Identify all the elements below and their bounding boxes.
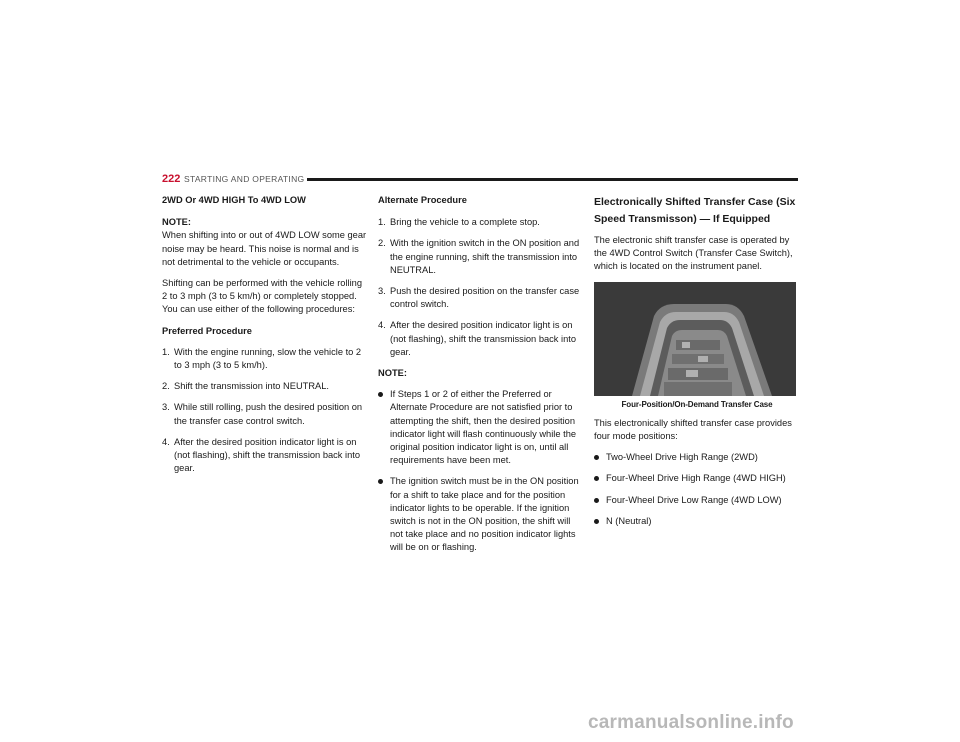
- list-item: 3. Push the desired position on the transfer case control switch.: [378, 286, 580, 310]
- bullet-icon: [594, 519, 599, 524]
- column-right: [594, 194, 800, 536]
- column-middle: [378, 194, 583, 563]
- note-label: NOTE:: [378, 368, 407, 379]
- list-item: 4. After the desired position indicator light is on (not flashing), shift the transmission back into gear.: [162, 436, 361, 474]
- transfer-case-figure: [594, 282, 796, 396]
- transfer-case-switch-image: [594, 282, 796, 396]
- list-item: The ignition switch must be in the ON position for a shift to take place and for the position indicator lights to be operable. If the ignition switch is not in the ON position, the shift will not take place and no position indicator lights will be on or flashing.: [378, 475, 583, 554]
- column-left: [162, 194, 367, 483]
- bullet-icon: [378, 479, 383, 484]
- watermark: carmanualsonline.info: [588, 712, 794, 733]
- bullet-icon: [594, 476, 599, 481]
- mode-positions-list: [594, 451, 800, 528]
- body-paragraph: The electronic shift transfer case is operated by the 4WD Control Switch (Transfer Case Switch), which is located on the instrument panel.: [594, 235, 793, 272]
- list-item: 4. After the desired position indicator light is on (not flashing), shift the transmission back into gear.: [378, 320, 577, 357]
- list-item: 1. Bring the vehicle to a complete stop.: [378, 217, 540, 228]
- section-heading: 2WD Or 4WD HIGH To 4WD LOW: [162, 195, 306, 205]
- sub-heading: Preferred Procedure: [162, 325, 252, 336]
- figure-caption: Four-Position/On-Demand Transfer Case: [621, 399, 773, 409]
- section-heading: Electronically Shifted Transfer Case (Six Speed Transmisson) — If Equipped: [594, 196, 796, 225]
- note-bullets: [378, 388, 583, 554]
- bullet-icon: [378, 392, 383, 397]
- body-paragraph: Shifting can be performed with the vehicle rolling 2 to 3 mph (3 to 5 km/h) or completely stopped. You can use either of the following procedures:: [162, 278, 362, 315]
- list-item: N (Neutral): [594, 515, 800, 528]
- note-label: NOTE:: [162, 217, 191, 228]
- page-number: 222: [162, 173, 181, 185]
- list-item: 2. Shift the transmission into NEUTRAL.: [162, 381, 330, 392]
- preferred-steps-list: [162, 346, 367, 476]
- list-item: Four-Wheel Drive Low Range (4WD LOW): [594, 494, 800, 507]
- sub-heading: Alternate Procedure: [378, 195, 467, 205]
- list-item: 2. With the ignition switch in the ON position and the engine running, shift the transmission into NEUTRAL.: [378, 238, 580, 275]
- note-text: When shifting into or out of 4WD LOW some gear noise may be heard. This noise is normal and is not detrimental to the vehicle or occupants.: [162, 230, 367, 267]
- bullet-icon: [594, 455, 599, 460]
- list-item: Two-Wheel Drive High Range (2WD): [594, 451, 800, 464]
- list-item: Four-Wheel Drive High Range (4WD HIGH): [594, 472, 800, 485]
- list-item: If Steps 1 or 2 of either the Preferred or Alternate Procedure are not satisfied prior to attempting the shift, then the desired position indicator light will flash continuously while the original position indicator light is on, until all requirements have been met.: [378, 388, 583, 467]
- section-title: STARTING AND OPERATING: [184, 174, 305, 184]
- list-item: 3. While still rolling, push the desired position on the transfer case control switch.: [162, 402, 363, 426]
- page-header: [162, 172, 798, 186]
- body-paragraph: This electronically shifted transfer case provides four mode positions:: [594, 417, 792, 442]
- bullet-icon: [594, 498, 599, 503]
- list-item: 1. With the engine running, slow the vehicle to 2 to 3 mph (3 to 5 km/h).: [162, 346, 362, 371]
- header-rule: [307, 178, 798, 181]
- alternate-steps-list: [378, 216, 583, 359]
